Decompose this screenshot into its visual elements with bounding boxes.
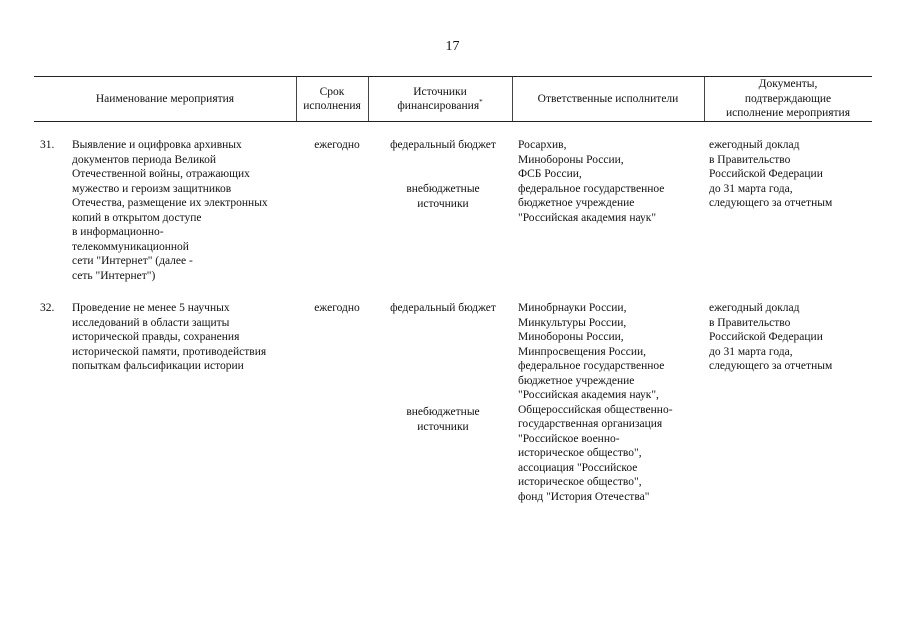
- header-sources-label: Источники финансирования: [397, 85, 480, 112]
- event-term: ежегодно: [314, 302, 360, 314]
- confirming-documents: ежегодный доклад в Правительство Российской Федерации до 31 марта года, следующего за отчетным: [709, 139, 833, 209]
- page-number: 17: [445, 39, 460, 54]
- footnote-mark: *: [479, 98, 483, 107]
- header-executors: [512, 78, 704, 120]
- header-term-label: Срок исполнения: [303, 85, 361, 112]
- event-name: Выявление и оцифровка архивных документов периода Великой Отечественной войны, отражающих мужество и героизм защитников Отечества, размещение их электронных копий в открытом доступе в информационно- телекоммуникационной сети "Интернет" (далее - сеть "Интернет"): [72, 139, 268, 282]
- event-term: ежегодно: [314, 139, 360, 151]
- row-number: 32.: [40, 302, 55, 314]
- funding-source-federal: федеральный бюджет: [390, 139, 496, 151]
- responsible-executors: Росархив, Минобороны России, ФСБ России, федеральное государственное бюджетное учреждение "Российская академия наук": [518, 139, 665, 224]
- header-name: [34, 78, 296, 120]
- funding-source-federal: федеральный бюджет: [390, 302, 496, 314]
- row-number: 31.: [40, 139, 55, 151]
- header-term: [296, 78, 368, 120]
- funding-source-extrabudgetary: внебюджетные источники: [406, 406, 480, 433]
- table-header-rule: [34, 121, 872, 122]
- header-documents: [704, 78, 872, 120]
- funding-source-extrabudgetary: внебюджетные источники: [406, 183, 480, 210]
- header-name-label: Наименование мероприятия: [95, 92, 235, 105]
- event-name: Проведение не менее 5 научных исследований в области защиты исторической правды, сохранения исторической памяти, противодействия попыткам фальсификации истории: [72, 302, 267, 372]
- header-documents-label: Документы, подтверждающие исполнение мероприятия: [726, 78, 850, 120]
- header-sources: [368, 78, 512, 120]
- header-executors-label: Ответственные исполнители: [537, 92, 679, 105]
- confirming-documents: ежегодный доклад в Правительство Российской Федерации до 31 марта года, следующего за отчетным: [709, 302, 833, 372]
- responsible-executors: Минобрнауки России, Минкультуры России, Минобороны России, Минпросвещения России, федеральное государственное бюджетное учреждение "Российская академия наук", Общероссийская общественно- государственная организация "Российское военно- историческое общество", ассоциация "Российское историческое общество", фонд "История Отечества": [518, 302, 673, 503]
